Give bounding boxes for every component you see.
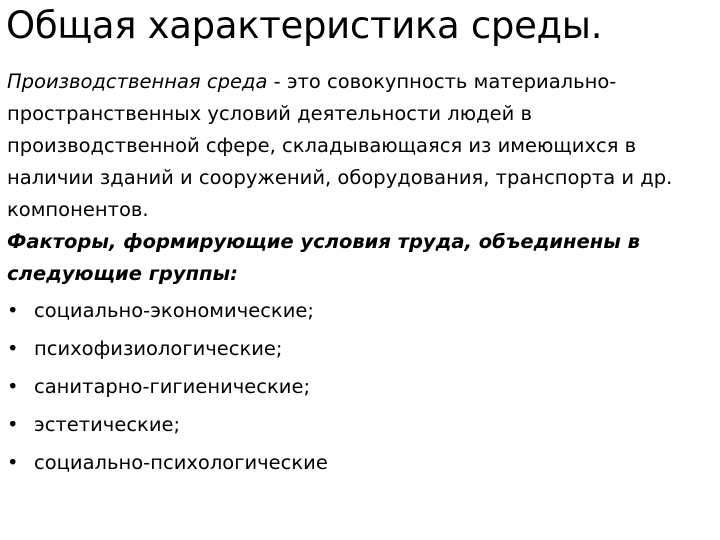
definition-text: - это совокупность материально-пространственных условий деятельности людей в производственной сфере, складывающаяся из имеющихся в наличии зданий и сооружений, оборудования, транспорта и др. компонентов.: [7, 70, 673, 221]
bullet-icon: •: [7, 451, 19, 474]
list-item-text: эстетические;: [34, 413, 181, 436]
slide-title: Общая характеристика среды.: [6, 4, 603, 47]
definition-paragraph: [7, 66, 719, 226]
list-item: [7, 444, 719, 482]
bullet-icon: •: [7, 299, 19, 322]
bullet-icon: •: [7, 375, 19, 398]
list-item-text: психофизиологические;: [34, 337, 283, 360]
factors-heading: Факторы, формирующие условия труда, объединены в следующие группы:: [7, 230, 640, 285]
list-item-text: социально-экономические;: [34, 299, 314, 322]
definition-term: Производственная среда: [7, 70, 268, 93]
list-item: [7, 368, 719, 406]
list-item-text: социально-психологические: [34, 451, 328, 474]
list-item: [7, 292, 719, 330]
bullet-icon: •: [7, 413, 19, 436]
slide-content: [7, 66, 719, 482]
list-item-text: санитарно-гигиенические;: [34, 375, 311, 398]
list-item: [7, 406, 719, 444]
factor-groups-list: [7, 292, 719, 482]
bullet-icon: •: [7, 337, 19, 360]
list-item: [7, 330, 719, 368]
